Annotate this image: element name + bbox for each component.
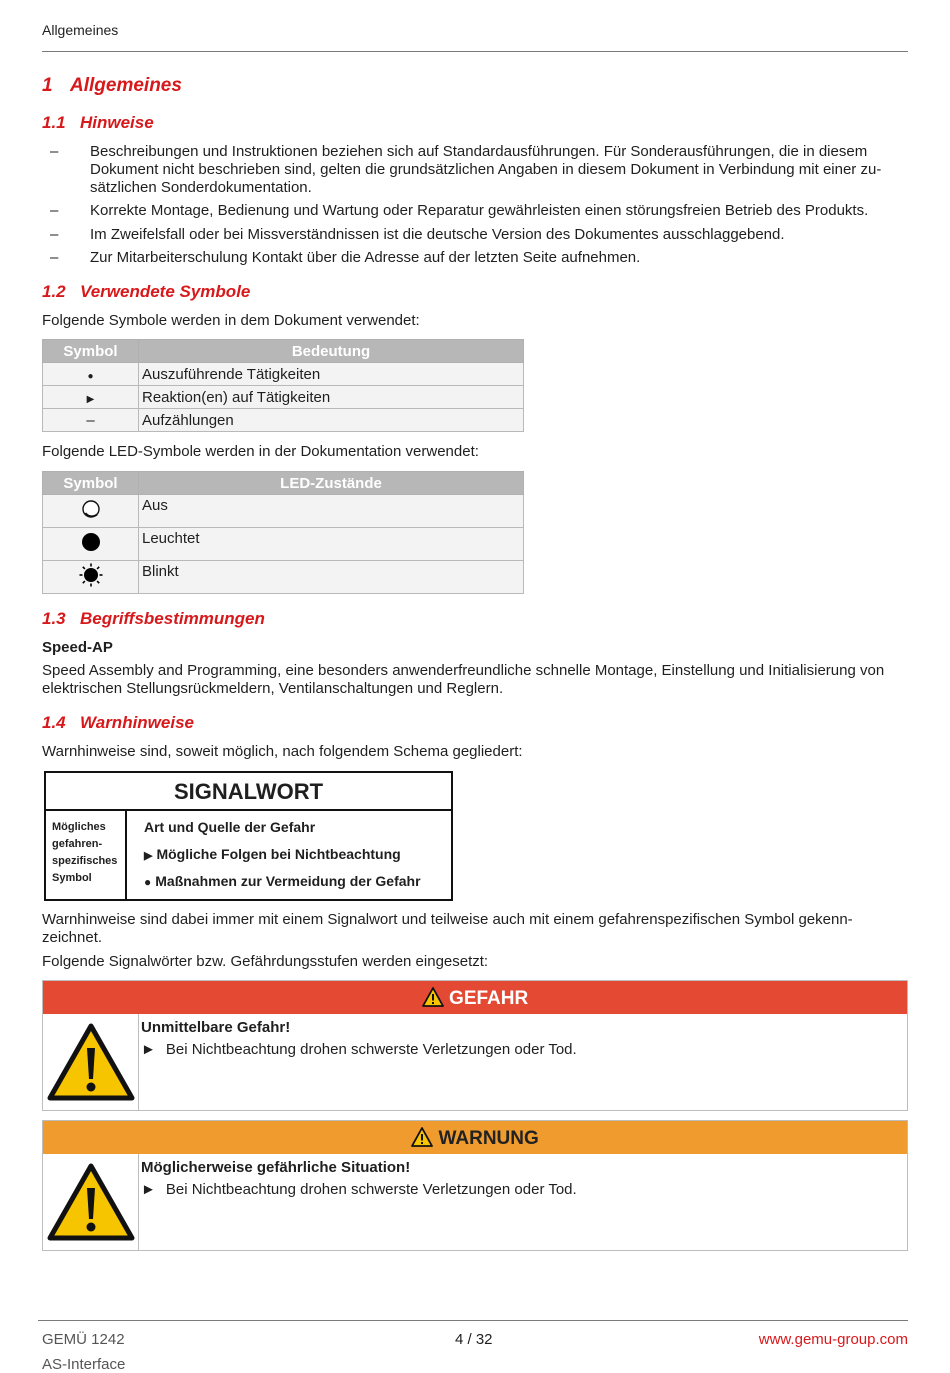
footer-divider — [38, 1320, 908, 1321]
section-heading-1-2 — [42, 282, 250, 302]
schema-line-measures — [144, 873, 421, 900]
section-title: Hinweise — [80, 113, 154, 132]
symbol-label-line: Mögliches — [52, 821, 106, 833]
list-item — [42, 202, 908, 220]
led-blink-icon — [79, 563, 103, 587]
symbol-placeholder-label — [46, 809, 127, 899]
list-item-text: Beschreibungen und Instruktionen beziehen sich auf Standardausführungen. Für Sonderausführungen, die in diesem Dokument nicht beschrieben sind, gelten die grundsätzlichen Angaben in diesem Dokument in Verbindung mit einer zu-sätzlichen Sonderdokumentation. — [90, 143, 882, 196]
column-header: LED-Zustände — [139, 472, 524, 495]
schema-line-hazard: Art und Quelle der Gefahr — [144, 819, 316, 835]
warning-box — [42, 1120, 908, 1251]
icon-cell — [43, 1154, 139, 1250]
danger-content — [141, 1017, 577, 1061]
signalwort-label: SIGNALWORT — [46, 773, 451, 811]
table-row — [43, 561, 524, 594]
meaning-cell: Auszuführende Tätigkeiten — [139, 363, 524, 386]
led-on-icon — [81, 532, 101, 552]
section-number: 1.3 — [42, 609, 66, 628]
symbol-cell — [43, 495, 139, 528]
page-number: 4 / 32 — [455, 1331, 493, 1348]
section-title: Begriffsbestimmungen — [80, 609, 265, 628]
led-state-cell: Aus — [139, 495, 524, 528]
schema-line-text: Maßnahmen zur Vermeidung der Gefahr — [155, 873, 421, 889]
list-item — [42, 143, 908, 197]
led-state-cell: Blinkt — [139, 561, 524, 594]
bullet-dot-icon: ● — [144, 875, 152, 889]
danger-header — [43, 981, 907, 1014]
dash-bullet: – — [50, 249, 59, 266]
icon-cell — [43, 1014, 139, 1110]
schema-line-consequence — [144, 846, 421, 873]
section-heading-1-1 — [42, 113, 154, 133]
header-divider — [42, 51, 908, 52]
symbol-cell — [43, 528, 139, 561]
list-item-text: Im Zweifelsfall oder bei Missverständnissen ist die deutsche Version des Dokumentes ausschlaggebend. — [90, 226, 785, 243]
bullet-dot-icon: ● — [87, 370, 94, 382]
footer-variant: AS-Interface — [42, 1356, 126, 1373]
table-row — [43, 386, 524, 409]
warning-body — [43, 1154, 907, 1250]
warning-consequence — [141, 1179, 577, 1201]
table-row — [43, 409, 524, 432]
arrow-right-icon: ► — [141, 1181, 156, 1198]
list-item — [42, 226, 908, 244]
section-title: Warnhinweise — [80, 713, 194, 732]
symbol-cell — [43, 561, 139, 594]
warning-triangle-icon — [411, 1127, 433, 1147]
table-row — [43, 363, 524, 386]
section-number: 1 — [42, 75, 53, 96]
arrow-right-icon: ▶ — [144, 850, 153, 862]
symbol-label-line: spezifisches — [52, 855, 118, 867]
section-number: 1.1 — [42, 113, 66, 132]
meaning-cell: Aufzählungen — [139, 409, 524, 432]
symbol-table — [42, 339, 524, 432]
dash-bullet: – — [50, 143, 59, 160]
list-item-text: Korrekte Montage, Bedienung und Wartung oder Reparatur gewährleisten einen störungsfreien Betrieb des Produkts. — [90, 202, 869, 219]
consequence-text: Bei Nichtbeachtung drohen schwerste Verletzungen oder Tod. — [165, 1041, 577, 1058]
schema-content — [144, 819, 421, 900]
warning-triangle-icon — [47, 1023, 135, 1101]
section-heading-1-4 — [42, 713, 194, 733]
arrow-right-icon: ► — [141, 1041, 156, 1058]
schema-line-text: Mögliche Folgen bei Nichtbeachtung — [156, 846, 401, 862]
column-header: Bedeutung — [139, 340, 524, 363]
paragraph: Warnhinweise sind dabei immer mit einem Signalwort und teilweise auch mit einem gefahrenspezifischen Symbol gekenn-zeichnet. — [42, 911, 853, 946]
column-header: Symbol — [43, 340, 139, 363]
dash-bullet: – — [50, 226, 59, 243]
warning-triangle-icon — [422, 987, 444, 1007]
led-state-cell: Leuchtet — [139, 528, 524, 561]
signal-word: GEFAHR — [449, 988, 529, 1009]
paragraph: Folgende LED-Symbole werden in der Dokumentation verwendet: — [42, 443, 479, 460]
danger-box — [42, 980, 908, 1111]
section-number: 1.4 — [42, 713, 66, 732]
section-heading-1 — [42, 75, 182, 97]
section-title: Allgemeines — [70, 75, 182, 96]
signal-word: WARNUNG — [438, 1128, 539, 1149]
paragraph: Folgende Signalwörter bzw. Gefährdungsstufen werden eingesetzt: — [42, 953, 489, 970]
term-heading: Speed-AP — [42, 639, 113, 656]
dash-bullet: – — [50, 202, 59, 219]
consequence-text: Bei Nichtbeachtung drohen schwerste Verletzungen oder Tod. — [165, 1181, 577, 1198]
warning-header — [43, 1121, 907, 1154]
led-table — [42, 471, 524, 594]
symbol-label-line: Symbol — [52, 872, 92, 884]
danger-title: Unmittelbare Gefahr! — [141, 1019, 291, 1036]
arrow-right-icon: ▶ — [86, 393, 95, 405]
footer-product: GEMÜ 1242 — [42, 1331, 125, 1348]
danger-consequence — [141, 1039, 577, 1061]
symbol-cell — [43, 409, 139, 432]
footer-url-link[interactable]: www.gemu-group.com — [758, 1331, 908, 1348]
symbol-cell — [43, 386, 139, 409]
led-off-icon — [81, 499, 101, 519]
meaning-cell: Reaktion(en) auf Tätigkeiten — [139, 386, 524, 409]
table-row — [43, 495, 524, 528]
running-header: Allgemeines — [42, 22, 119, 38]
warning-schema — [44, 771, 453, 901]
dash-icon: – — [86, 411, 95, 429]
section-title: Verwendete Symbole — [80, 282, 251, 301]
section-heading-1-3 — [42, 609, 265, 629]
section-number: 1.2 — [42, 282, 66, 301]
list-item-text: Zur Mitarbeiterschulung Kontakt über die Adresse auf der letzten Seite aufnehmen. — [90, 249, 641, 266]
symbol-cell — [43, 363, 139, 386]
term-definition: Speed Assembly and Programming, eine besonders anwenderfreundliche schnelle Montage, Einstellung und Initialisierung von elektrischen Stellungsrückmeldern, Ventilanschaltungen und Reglern. — [42, 662, 885, 697]
table-row — [43, 528, 524, 561]
warning-triangle-icon — [47, 1163, 135, 1241]
warning-title: Möglicherweise gefährliche Situation! — [141, 1159, 411, 1176]
list-item — [42, 249, 908, 267]
symbol-label-line: gefahren- — [52, 838, 103, 850]
column-header: Symbol — [43, 472, 139, 495]
paragraph: Folgende Symbole werden in dem Dokument verwendet: — [42, 312, 420, 329]
paragraph: Warnhinweise sind, soweit möglich, nach folgendem Schema gegliedert: — [42, 743, 523, 760]
warning-content — [141, 1157, 577, 1201]
danger-body — [43, 1014, 907, 1110]
